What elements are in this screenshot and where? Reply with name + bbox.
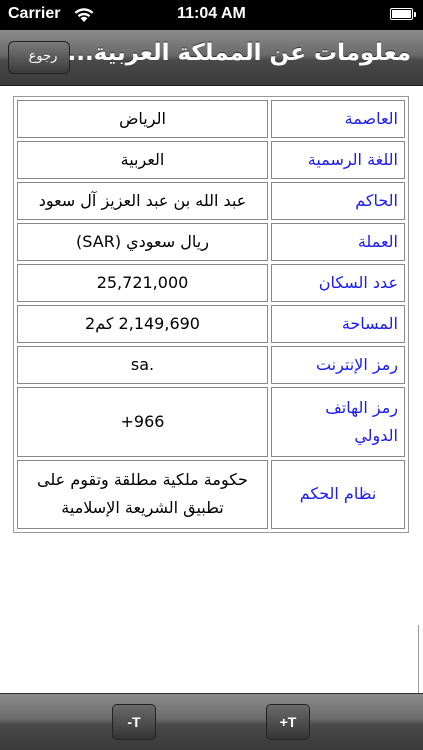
row-value-area: 2,149,690 كم2	[17, 305, 268, 343]
row-label-language: اللغة الرسمية	[271, 141, 405, 179]
back-button[interactable]	[8, 41, 70, 74]
battery-icon	[390, 8, 413, 20]
table-row	[17, 182, 405, 220]
bottom-toolbar	[0, 693, 423, 750]
row-label-population: عدد السكان	[271, 264, 405, 302]
table-row	[17, 387, 405, 456]
row-label-ruler: الحاكم	[271, 182, 405, 220]
row-value-phone-code: +966	[17, 387, 268, 456]
table-row	[17, 100, 405, 138]
navigation-bar	[0, 30, 423, 86]
decrease-font-button[interactable]: -T	[112, 704, 156, 740]
page-title: معلومات عن المملكة العربية...	[67, 40, 411, 66]
row-value-population: 25,721,000	[17, 264, 268, 302]
increase-font-button[interactable]: +T	[266, 704, 310, 740]
row-label-tld: رمز الإنترنت	[271, 346, 405, 384]
clock: 11:04 AM	[177, 5, 246, 22]
table-row	[17, 305, 405, 343]
table-row	[17, 223, 405, 261]
row-label-phone-code: رمز الهاتف الدولي	[271, 387, 405, 456]
row-value-currency: ريال سعودي (SAR)	[17, 223, 268, 261]
row-label-government: نظام الحكم	[271, 460, 405, 529]
row-value-ruler: عبد الله بن عبد العزيز آل سعود	[17, 182, 268, 220]
scroll-indicator	[418, 625, 419, 701]
row-value-capital: الرياض	[17, 100, 268, 138]
row-value-tld: sa.	[17, 346, 268, 384]
row-label-currency: العملة	[271, 223, 405, 261]
row-label-area: المساحة	[271, 305, 405, 343]
row-value-language: العربية	[17, 141, 268, 179]
table-row	[17, 264, 405, 302]
carrier-label: Carrier	[8, 5, 61, 22]
info-table	[13, 96, 409, 533]
table-row	[17, 346, 405, 384]
row-label-capital: العاصمة	[271, 100, 405, 138]
back-button-label: رجوع	[28, 49, 58, 64]
table-row	[17, 141, 405, 179]
row-value-government: حكومة ملكية مطلقة وتقوم على تطبيق الشريعة الإسلامية	[17, 460, 268, 529]
table-row	[17, 460, 405, 529]
status-bar	[0, 0, 423, 30]
